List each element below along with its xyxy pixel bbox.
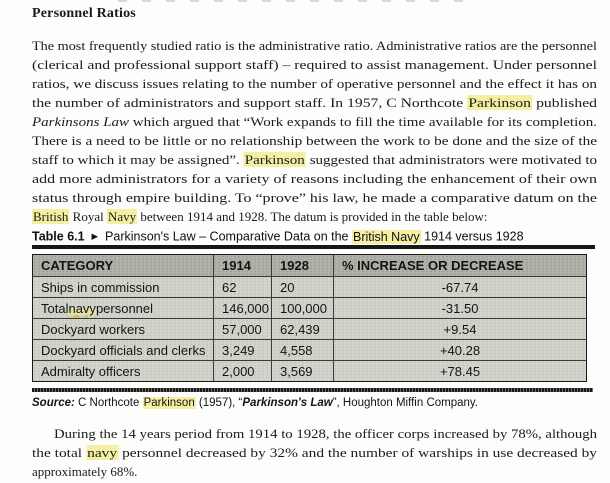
closing-paragraph (32, 424, 597, 481)
text-segment (85, 230, 92, 244)
text-segment: ”, Houghton Miffin Company. (332, 397, 478, 409)
cell-category (33, 340, 214, 360)
text-line (32, 169, 597, 188)
table-top-rule (32, 245, 595, 249)
text-line (32, 131, 597, 150)
cell-category (33, 319, 214, 339)
text-segment: status through empire building. To “prove” his law, he made a comparative datum on the (32, 190, 597, 205)
clipped-scan-artifact (118, 0, 470, 2)
text-segment: approximately 68%. (32, 464, 138, 479)
text-line (32, 462, 137, 481)
text-line (54, 424, 597, 443)
text-segment: British Navy (352, 229, 420, 244)
text-segment: Parkinson's Law – Comparative Data on the (98, 229, 352, 244)
caret-right-icon: ▶ (91, 231, 99, 241)
cell-1914: 3,249 (214, 340, 272, 360)
cell-change: +78.45 (439, 363, 481, 379)
cell-1914: 62 (214, 277, 272, 297)
cell-1928: 62,439 (272, 319, 334, 339)
text-line (32, 74, 597, 93)
comparison-table (32, 254, 587, 382)
text-segment: published (532, 95, 597, 110)
text-line (32, 150, 597, 169)
text-line (32, 443, 597, 462)
page-title: Personnel Ratios (32, 6, 136, 21)
text-segment: personnel (95, 300, 154, 316)
text-line (32, 112, 597, 131)
text-segment: navy (87, 445, 118, 460)
cell-1914: 57,000 (214, 319, 272, 339)
cell-change: +40.28 (439, 342, 481, 358)
source-line (32, 396, 478, 410)
text-segment: which argued that “Work expands to fill the time available for its completion. (129, 114, 597, 129)
text-line (32, 93, 597, 112)
text-segment: Parkinson's Law (242, 397, 333, 409)
text-segment: C Northcote (74, 397, 143, 409)
text-line (32, 188, 597, 207)
text-segment: During the 14 years period from 1914 to 1928, the officer corps increased by 78%, although (54, 426, 597, 441)
table-row (33, 276, 586, 297)
text-segment: Dockyard workers (41, 321, 146, 337)
cell-1928: 20 (272, 277, 334, 297)
text-segment: ratios, we discuss issues relating to the number of operative personnel and the effect it has on (32, 76, 597, 91)
table-row (33, 297, 586, 318)
text-segment: The most frequently studied ratio is the administrative ratio. Administrative ratios are the personnel (32, 38, 597, 53)
cell-1914: 146,000 (214, 298, 272, 318)
text-segment: Total (41, 300, 69, 316)
text-line (32, 55, 597, 74)
text-segment: Table 6.1 (32, 229, 85, 244)
cell-category (33, 277, 214, 297)
text-segment: Royal (69, 209, 107, 224)
column-header-change: % INCREASE OR DECREASE (342, 258, 524, 273)
text-segment: 1914 versus 1928 (420, 229, 524, 244)
column-header-1928: 1928 (272, 255, 334, 276)
cell-category (33, 298, 214, 318)
text-segment: Parkinson (244, 152, 305, 167)
text-segment: navy (68, 300, 96, 316)
text-segment: Admiralty officers (41, 363, 141, 379)
text-segment: Parkinson (468, 95, 531, 110)
cell-1928: 100,000 (272, 298, 334, 318)
cell-1928: 3,569 (272, 361, 334, 381)
text-segment: personnel decreased by 32% and the number of warships in use decreased by (118, 445, 597, 460)
column-header-1914: 1914 (214, 255, 272, 276)
table-caption (32, 229, 524, 245)
text-segment: Parkinsons Law (32, 114, 130, 129)
text-line (32, 207, 487, 226)
text-segment: the total (32, 445, 86, 460)
text-segment: Ships in commission (41, 279, 160, 295)
text-segment: between 1914 and 1928. The datum is provided in the table below: (137, 209, 488, 224)
cell-1928: 4,558 (272, 340, 334, 360)
intro-paragraph (32, 36, 597, 226)
column-header-category: CATEGORY (33, 255, 214, 276)
table-header-row (33, 255, 586, 276)
cell-change: -31.50 (441, 300, 479, 316)
text-segment: Dockyard officials and clerks (41, 342, 206, 358)
cell-1914: 2,000 (214, 361, 272, 381)
text-segment: add more administrators for a variety of reasons including the enhancement of their own (32, 171, 597, 186)
table-bottom-rule (32, 388, 593, 392)
text-segment: (clerical and professional support staff) – required to assist management. Under personnel (32, 57, 597, 72)
text-segment: the number of administrators and support staff. In 1957, C Northcote (32, 95, 468, 110)
cell-change: +9.54 (443, 321, 477, 337)
text-segment: (1957), “ (195, 397, 243, 409)
text-segment: staff to which it may be assigned”. (32, 152, 244, 167)
cell-change: -67.74 (441, 279, 479, 295)
text-segment: suggested that administrators were motivated to (305, 152, 597, 167)
table-row (33, 360, 586, 381)
text-line (32, 36, 597, 55)
text-segment: There is a need to be little or no relationship between the work to be done and the size of the (32, 133, 597, 148)
text-segment: Navy (107, 209, 137, 224)
table-row (33, 339, 586, 360)
text-segment: British (33, 209, 69, 224)
table-row (33, 318, 586, 339)
cell-category (33, 361, 214, 381)
text-segment: Parkinson (143, 397, 195, 409)
text-segment: Source: (32, 397, 75, 409)
